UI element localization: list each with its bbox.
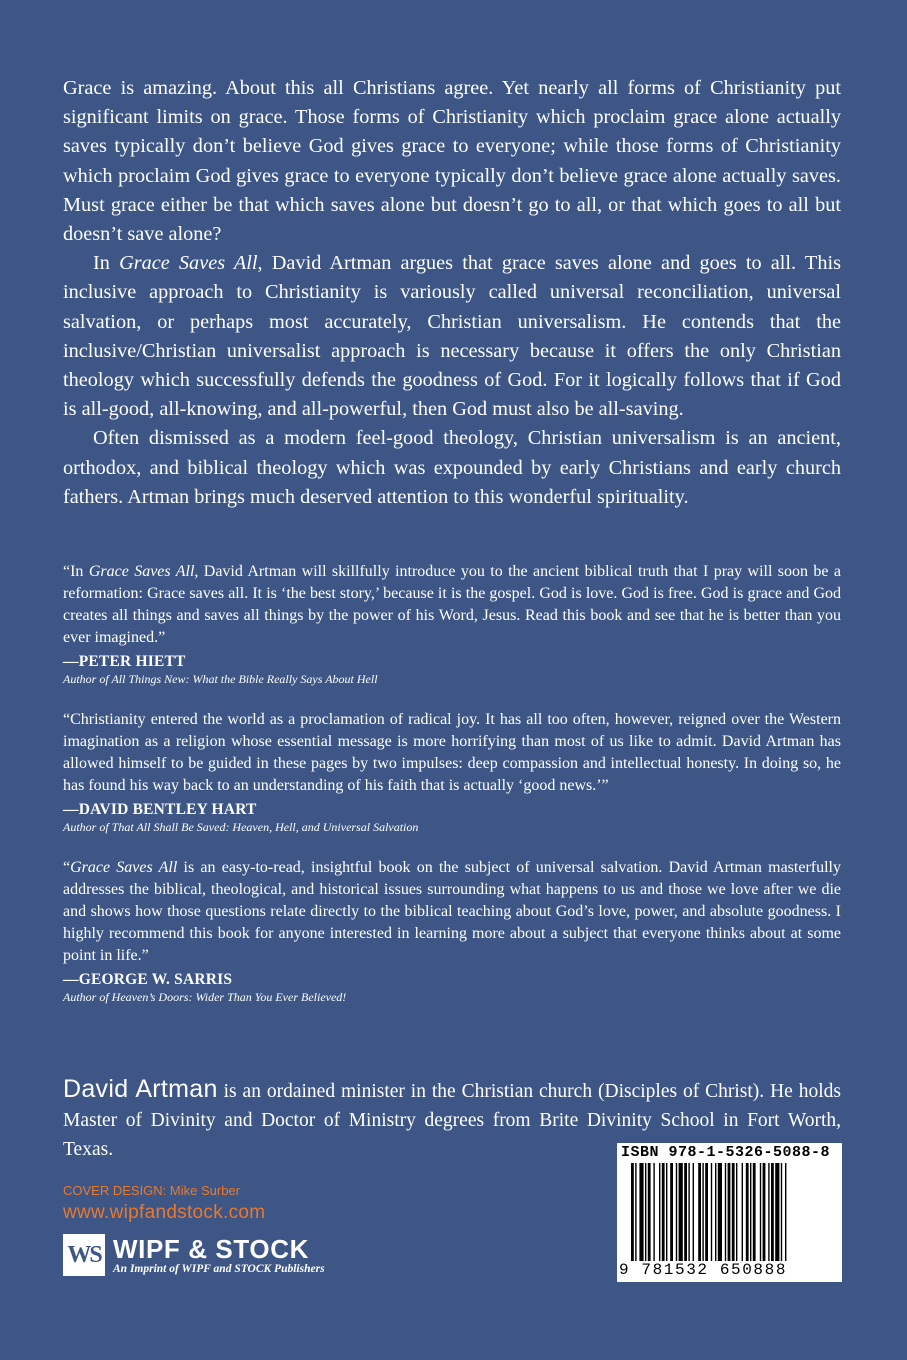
blurb-paragraph-1: Grace is amazing. About this all Christians agree. Yet nearly all forms of Christianity put significant limits on grace. Those forms of Christianity which proclaim grace alone actually saves typically don’t believe God gives grace to everyone; while those forms of Christianity which proclaim God gives grace to everyone typically don’t believe grace alone actually saves. Must grace either be that which saves alone but doesn’t go to all, or that which goes to all but doesn’t save alone? — [63, 77, 841, 246]
endorser-credential — [63, 820, 841, 835]
endorsement-text — [63, 561, 841, 649]
endorsements — [63, 561, 841, 1027]
quote-body: is an easy-to-read, insightful book on the subject of universal salvation. David Artman masterfully addresses the biblical, theological, and historical issues surrounding what happens to us and those we love after we die and shows how those questions relate directly to the biblical teaching about God’s love, power, and absolute goodness. I highly recommend this book for anyone interested in learning more about a subject that everyone thinks about at some point in life.” — [63, 859, 841, 964]
blurb-book-title: Grace Saves All — [119, 252, 258, 275]
endorser-credential — [63, 672, 841, 687]
cred-title: Heaven’s Doors: Wider Than You Ever Believed! — [111, 990, 347, 1004]
endorsement-text — [63, 709, 841, 797]
quote-open: “ — [63, 859, 71, 876]
publisher-website: www.wipfandstock.com — [63, 1202, 266, 1223]
endorsement-1 — [63, 561, 841, 687]
isbn-barcode — [617, 1143, 842, 1282]
endorser-name: —PETER HIETT — [63, 653, 186, 670]
endorsement-text — [63, 857, 841, 967]
credits — [63, 1183, 265, 1224]
cred-prefix: Author of — [63, 990, 112, 1004]
cover-design-credit: COVER DESIGN: Mike Surber — [63, 1183, 240, 1198]
publisher-imprint — [63, 1234, 325, 1276]
publisher-name: WIPF & STOCK — [113, 1234, 309, 1264]
blurb-p2-text: , David Artman argues that grace saves alone and goes to all. This inclusive approach to Christianity is variously called universal reconciliation, universal salvation, or perhaps most accurately, Christian universalism. He contends that the inclusive/Christian universalist approach is necessary because it offers the only Christian theology which successfully defends the goodness of God. For it logically follows that if God is all-good, all-knowing, and all-powerful, then God must also be all-saving. — [63, 252, 841, 421]
blurb-paragraph-3: Often dismissed as a modern feel-good theology, Christian universalism is an ancient, orthodox, and biblical theology which was expounded by early Christians and early church fathers. Artman brings much deserved attention to this wonderful spirituality. — [63, 427, 841, 508]
quote-open: “In — [63, 563, 89, 580]
cred-title: That All Shall Be Saved: Heaven, Hell, and Universal Salvation — [111, 820, 419, 834]
endorsement-2 — [63, 709, 841, 835]
publisher-logo-icon: WS — [63, 1234, 105, 1276]
barcode-digits: 9 781532 650888 — [619, 1261, 788, 1279]
barcode-bars-icon — [631, 1163, 831, 1261]
endorsement-3 — [63, 857, 841, 1005]
cred-prefix: Author of — [63, 820, 112, 834]
endorser-credential — [63, 990, 841, 1005]
cred-prefix: Author of — [63, 672, 112, 686]
quote-body: , David Artman will skillfully introduce you to the ancient biblical truth that I pray will soon be a reformation: Grace saves all. It is ‘the best story,’ because it is the gospel. God is love. God is free. God is grace and God creates all things and saves all things by the power of his Word, Jesus. Read this book and see that he is better than you ever imagined.” — [63, 563, 841, 646]
endorser-name: —GEORGE W. SARRIS — [63, 971, 233, 988]
cred-title: All Things New: What the Bible Really Says About Hell — [111, 672, 378, 686]
publisher-text — [113, 1235, 325, 1275]
author-bio-text: is an ordained minister in the Christian church (Disciples of Christ). He holds Master of Divinity and Doctor of Ministry degrees from Brite Divinity School in Fort Worth, Texas. — [63, 1081, 841, 1160]
author-name: David Artman — [63, 1075, 218, 1103]
back-cover-blurb — [63, 74, 841, 512]
quote-book-title: Grace Saves All — [88, 563, 195, 580]
endorser-name: —DAVID BENTLEY HART — [63, 801, 257, 818]
publisher-subtitle: An Imprint of WIPF and STOCK Publishers — [113, 1263, 325, 1275]
blurb-p2-prefix: In — [93, 252, 120, 275]
isbn-label: ISBN 978-1-5326-5088-8 — [621, 1144, 831, 1161]
blurb-paragraph-2 — [63, 249, 841, 424]
quote-open: “ — [63, 711, 71, 728]
quote-body: Christianity entered the world as a proclamation of radical joy. It has all too often, however, reigned over the Western imagination as a religion whose essential message is more horrifying than most of us like to admit. David Artman has allowed himself to be guided in these pages by two impulses: deep compassion and intellectual honesty. In doing so, he has found his way back to an understanding of his faith that is actually ‘good news.’” — [63, 711, 841, 794]
quote-book-title: Grace Saves All — [70, 859, 178, 876]
